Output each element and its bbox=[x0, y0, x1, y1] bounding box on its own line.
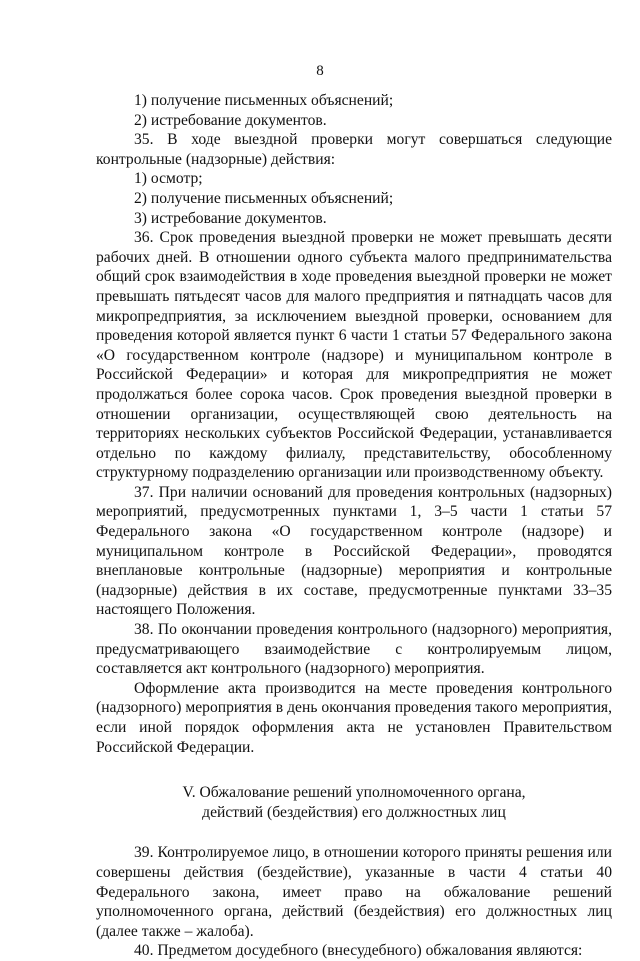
paragraph-36: 36. Срок проведения выездной проверки не может превышать десяти рабочих дней. В отношении одного субъекта малого предпринимательства общий срок взаимодействия в ходе проведения выездной проверки не может превышать пятьдесят часов для малого предприятия и пятнадцать часов для микропредприятия, за исключением выездной проверки, основанием для проведения которой является пункт 6 части 1 статьи 57 Федерального закона «О государственном контроле (надзоре) и муниципальном контроле в Российской Федерации» и которая для микропредприятия не может продолжаться более сорока часов. Срок проведения выездной проверки в отношении организации, осуществляющей свою деятельность на территориях нескольких субъектов Российской Федерации, устанавливается отдельно по каждому филиалу, представительству, обособленному структурному подразделению организации или производственному объекту. bbox=[96, 229, 612, 482]
document-body bbox=[96, 91, 612, 961]
list-item: 1) получение письменных объяснений; bbox=[134, 92, 394, 109]
list-item: 2) получение письменных объяснений; bbox=[134, 189, 394, 207]
section-heading-line-2: действий (бездействия) его должностных лиц bbox=[202, 803, 506, 821]
page-number: 8 bbox=[316, 63, 324, 79]
list-item: 1) осмотр; bbox=[134, 170, 203, 188]
paragraph-38-continued: Оформление акта производится на месте проведения контрольного (надзорного) мероприятия в день окончания проведения такого мероприятия, если иной порядок оформления акта не установлен Правительством Российской Федерации. bbox=[96, 679, 612, 756]
section-heading-line-1: V. Обжалование решений уполномоченного органа, bbox=[182, 784, 526, 802]
list-item: 3) истребование документов. bbox=[134, 209, 327, 227]
paragraph-40: 40. Предметом досудебного (внесудебного) обжалования являются: bbox=[134, 942, 583, 960]
paragraph-38: 38. По окончании проведения контрольного (надзорного) мероприятия, предусматривающего взаимодействие с контролируемым лицом, составляется акт контрольного (надзорного) мероприятия. bbox=[96, 621, 612, 678]
paragraph-35: 35. В ходе выездной проверки могут совершаться следующие контрольные (надзорные) действия: bbox=[96, 131, 612, 168]
paragraph-39: 39. Контролируемое лицо, в отношении которого приняты решения или совершены действия (бездействие), указанные в части 4 статьи 40 Федерального закона, имеет право на обжалование решений уполномоченного органа, действий (бездействия) его должностных лиц (далее также – жалоба). bbox=[96, 844, 612, 940]
paragraph-37: 37. При наличии оснований для проведения контрольных (надзорных) мероприятий, предусмотренных пунктами 1, 3–5 части 1 статьи 57 Федерального закона «О государственном контроле (надзоре) и муниципальном контроле в Российской Федерации», проводятся внеплановые контрольные (надзорные) мероприятия и контрольные (надзорные) действия в их составе, предусмотренные пунктами 33–35 настоящего Положения. bbox=[96, 483, 612, 619]
section-heading bbox=[96, 783, 612, 822]
list-item: 2) истребование документов. bbox=[134, 111, 327, 129]
